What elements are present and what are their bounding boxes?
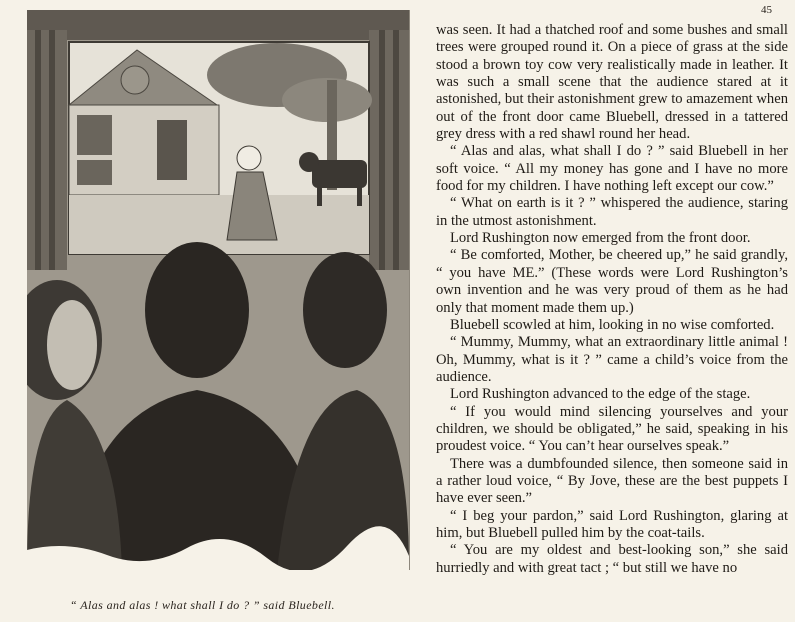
illustration-drawing bbox=[27, 10, 409, 570]
paragraph: “ Mummy, Mummy, what an extraordinary little animal ! Oh, Mummy, what is it ? ” came a child’s voice from the audience. bbox=[436, 334, 788, 385]
paragraph: Lord Rushington advanced to the edge of the stage. bbox=[450, 386, 751, 403]
puppet-theatre-illustration bbox=[27, 10, 410, 570]
paragraph: “ Be comforted, Mother, be cheered up,” he said grandly, “ you have ME.” (These words were Lord Rushington’s own invention and he was very proud of them as he had only that moment made them up.) bbox=[436, 247, 788, 316]
page-number: 45 bbox=[761, 4, 772, 16]
paragraph: “ I beg your pardon,” said Lord Rushington, glaring at him, but Bluebell pulled him by the coat-tails. bbox=[436, 507, 788, 541]
paragraph: “ What on earth is it ? ” whispered the audience, staring in the utmost astonishment. bbox=[436, 195, 788, 229]
paragraph: “ If you would mind silencing yourselves and your children, we should be obligated,” he said, speaking in his proudest voice. “ You can’t hear ourselves speak.” bbox=[436, 403, 788, 455]
paragraph: “ You are my oldest and best-looking son,” she said hurriedly and with great tact ; “ but still we have no bbox=[436, 542, 788, 576]
illustration-caption: “ Alas and alas ! what shall I do ? ” said Bluebell. bbox=[70, 598, 335, 612]
paragraph: “ Alas and alas, what shall I do ? ” said Bluebell in her soft voice. “ All my money has gone and I have no more food for my children. I have nothing left except our cow.” bbox=[436, 143, 788, 195]
paragraph: Lord Rushington now emerged from the front door. bbox=[450, 230, 751, 247]
paragraph: was seen. It had a thatched roof and some bushes and small trees were grouped round it. On a piece of grass at the side stood a brown toy cow very realistically made in leather. It was such a small scene that the audience stared at it astonished, but their astonishment grew to amazement when out of the front door came Bluebell, dressed in a tattered grey dress with a red shawl round her head. bbox=[436, 22, 788, 143]
paragraph: Bluebell scowled at him, looking in no wise comforted. bbox=[450, 316, 775, 333]
paragraph: There was a dumbfounded silence, then someone said in a rather loud voice, “ By Jove, these are the best puppets I have ever seen.” bbox=[436, 455, 788, 507]
story-text bbox=[436, 22, 788, 614]
